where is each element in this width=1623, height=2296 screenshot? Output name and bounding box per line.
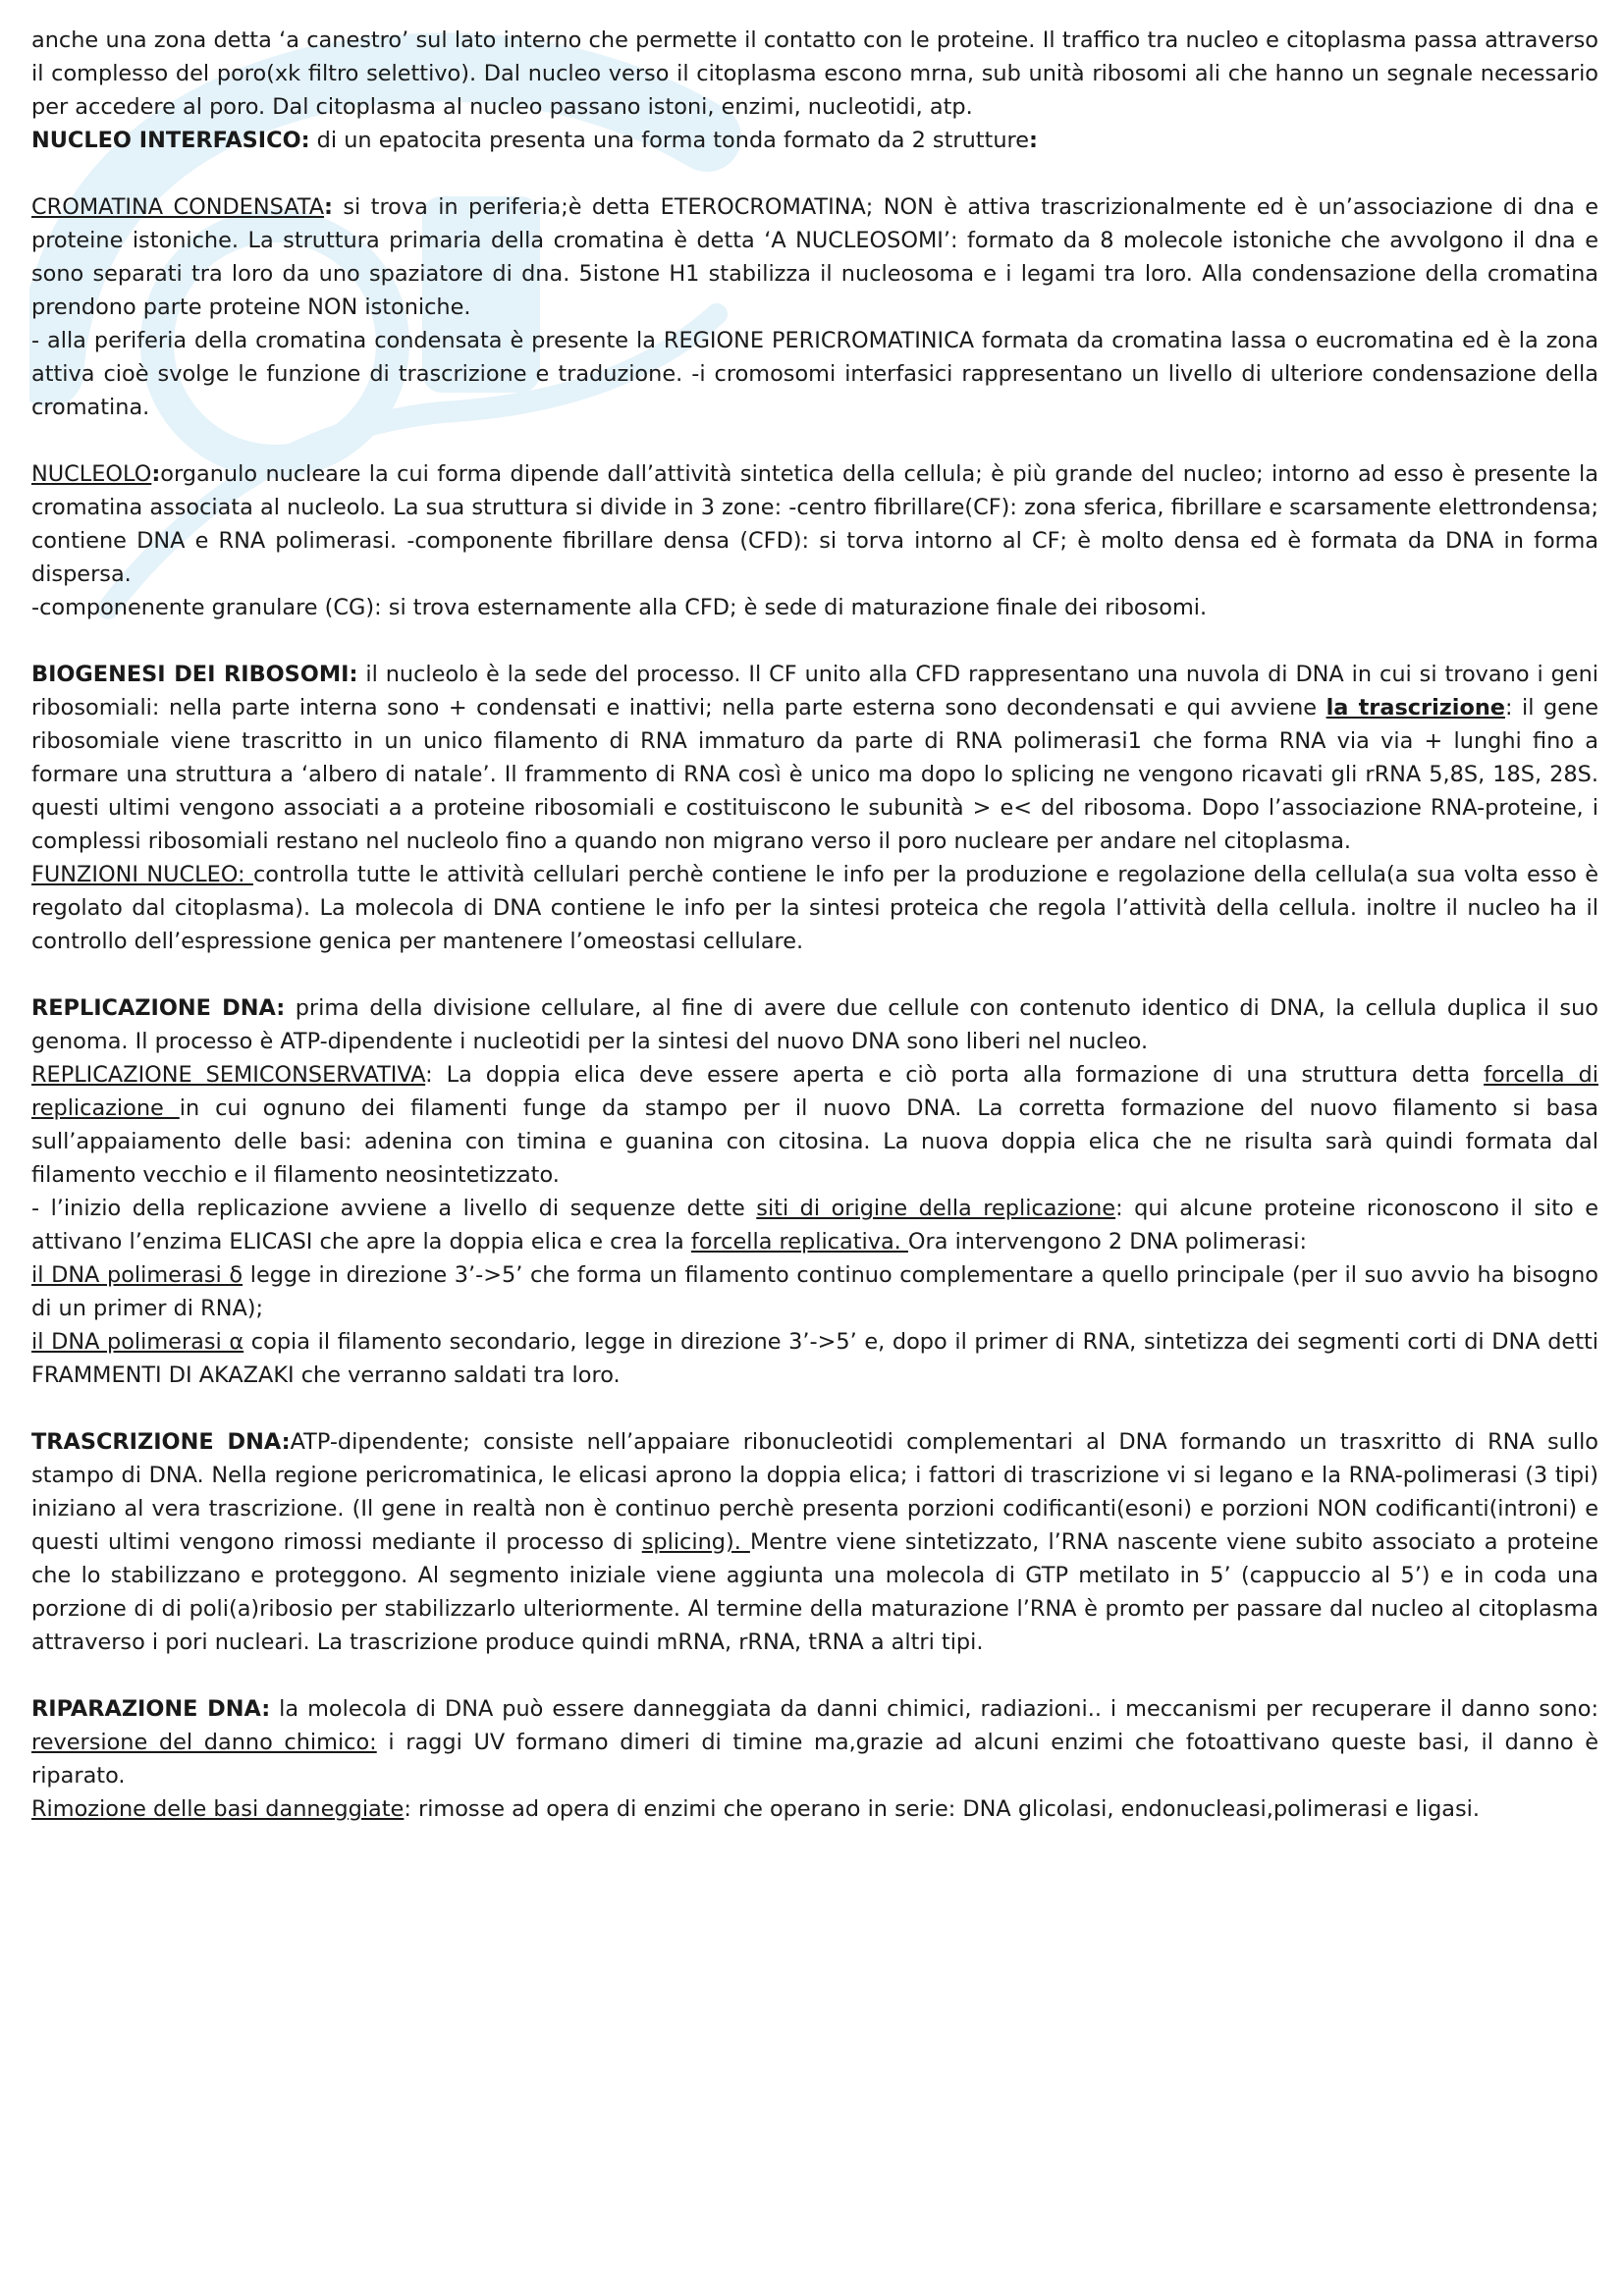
paragraph-intro <box>31 24 1598 124</box>
paragraph-rimozione-basi <box>31 1792 1598 1826</box>
cromatina-text: si trova in periferia;è detta ETEROCROMATINA; NON è attiva trascrizionalmente ed è un’associazione di dna e proteine istoniche. La struttura primaria della cromatina è detta ‘A NUCLEOSOMI’: formato da 8 molecole istoniche che avvolgono il dna e sono separati tra loro da uno spaziatore di dna. 5istone H1 stabilizza il nucleosoma e i legami tra loro. Alla condensazione della cromatina prendono parte proteine NON istoniche. <box>31 194 1598 320</box>
rimozione-text: : rimosse ad opera di enzimi che operano in serie: DNA glicolasi, endonucleasi,polimerasi e ligasi. <box>404 1796 1481 1822</box>
spacer <box>31 157 1598 190</box>
intro-text: anche una zona detta ‘a canestro’ sul lato interno che permette il contatto con le proteine. Il traffico tra nucleo e citoplasma passa attraverso il complesso del poro(xk filtro selettivo). Dal nucleo verso il citoplasma escono mrna, sub unità ribosomi ali che hanno un segnale necessario per accedere al poro. Dal citoplasma al nucleo passano istoni, enzimi, nucleotidi, atp. <box>31 27 1598 120</box>
paragraph-nucleolo <box>31 457 1598 591</box>
heading-replicazione-dna: REPLICAZIONE DNA: <box>31 995 286 1021</box>
riparazione-text-a: la molecola di DNA può essere danneggiata da danni chimici, radiazioni.. i meccanismi per recuperare il danno sono: <box>270 1696 1598 1722</box>
paragraph-trascrizione <box>31 1425 1598 1659</box>
label-splicing: splicing). <box>641 1529 750 1555</box>
inizio-text-c: Ora intervengono 2 DNA polimerasi: <box>907 1229 1307 1255</box>
replicazione-text: prima della divisione cellulare, al fine di avere due cellule con contenuto identico di DNA, la cellula duplica il suo genoma. Il processo è ATP-dipendente i nucleotidi per la sintesi del nuovo DNA sono liberi nel nucleo. <box>31 995 1598 1054</box>
label-cromatina-condensata: CROMATINA CONDENSATA <box>31 194 325 220</box>
biogenesi-text-b: : il gene ribosomiale viene trascritto in un unico filamento di RNA immaturo da parte di RNA polimerasi1 che forma RNA via via + lunghi fino a formare una struttura a ‘albero di natale’. Il frammento di RNA così è unico ma dopo lo splicing ne vengono ricavati gli rRNA 5,8S, 18S, 28S. questi ultimi vengono associati a a proteine ribosomiali e costituiscono le subunità > e< del ribosoma. Dopo l’associazione RNA-proteine, i complessi ribosomiali restano nel nucleolo fino a quando non migrano verso il poro nucleare per andare nel citoplasma. <box>31 695 1598 854</box>
paragraph-cromatina <box>31 190 1598 324</box>
biogenesi-emph-trascrizione: la trascrizione <box>1325 695 1505 721</box>
inizio-text-a: - l’inizio della replicazione avviene a livello di sequenze dette <box>31 1196 757 1221</box>
label-funzioni-nucleo: FUNZIONI NUCLEO: <box>31 862 253 887</box>
inizio-text-b: : qui alcune proteine riconoscono il sito e attivano l’enzima ELICASI che apre la doppia elica e crea la <box>31 1196 1598 1255</box>
paragraph-replicazione <box>31 991 1598 1058</box>
paragraph-cromatina-periferia <box>31 324 1598 424</box>
biogenesi-text-a: il nucleolo è la sede del processo. Il CF unito alla CFD rappresentano una nuvola di DNA in cui si trovano i geni ribosomiali: nella parte interna sono + condensati e inattivi; nella parte esterna sono decondensati e qui avviene <box>31 662 1598 721</box>
polimerasi-delta-text: legge in direzione 3’->5’ che forma un filamento continuo complementare a quello principale (per il suo avvio ha bisogno di un primer di RNA); <box>31 1262 1598 1321</box>
heading-nucleo-interfasico: NUCLEO INTERFASICO: <box>31 128 310 153</box>
funzioni-text: controlla tutte le attività cellulari perchè contiene le info per la produzione e regolazione della cellula(a sua volta esso è regolato dal citoplasma). La molecola di DNA contiene le info per la sintesi proteica che regola l’attività della cellula. inoltre il nucleo ha il controllo dell’espressione genica per mantenere l’omeostasi cellulare. <box>31 862 1598 954</box>
cromatina-colon: : <box>324 194 334 220</box>
paragraph-nucleolo-cg <box>31 591 1598 624</box>
spacer <box>31 424 1598 457</box>
spacer <box>31 958 1598 991</box>
label-reversione-danno-chimico: reversione del danno chimico: <box>31 1730 377 1755</box>
spacer <box>31 624 1598 658</box>
label-nucleolo: NUCLEOLO <box>31 461 152 487</box>
trascrizione-text-a: ATP-dipendente; consiste nell’appaiare ribonucleotidi complementari al DNA formando un trasxritto di RNA sullo stampo di DNA. Nella regione pericromatinica, le elicasi aprono la doppia elica; i fattori di trascrizione vi si legano e la RNA-polimerasi (3 tipi) iniziano al vera trascrizione. (Il gene in realtà non è continuo perchè presenta porzioni codificanti(esoni) e porzioni NON codificanti(introni) e questi ultimi vengono rimossi mediante il processo di <box>31 1429 1598 1555</box>
nucleo-interfasico-colon: : <box>1029 128 1038 153</box>
heading-riparazione-dna: RIPARAZIONE DNA: <box>31 1696 271 1722</box>
nucleolo-text: organulo nucleare la cui forma dipende dall’attività sintetica della cellula; è più grande del nucleo; intorno ad esso è presente la cromatina associata al nucleolo. La sua struttura si divide in 3 zone: -centro fibrillare(CF): zona sferica, fibrillare e scarsamente elettrondensa; contiene DNA e RNA polimerasi. -componente fibrillare densa (CFD): si torva intorno al CF; è molto densa ed è formata da DNA in forma dispersa. <box>31 461 1598 587</box>
spacer <box>31 1392 1598 1425</box>
nucleo-interfasico-text: di un epatocita presenta una forma tonda formato da 2 strutture <box>309 128 1030 153</box>
document-page <box>31 24 1598 1826</box>
heading-trascrizione-dna: TRASCRIZIONE DNA: <box>31 1429 291 1455</box>
paragraph-inizio-replicazione <box>31 1192 1598 1258</box>
paragraph-riparazione <box>31 1692 1598 1792</box>
label-dna-polimerasi-delta: il DNA polimerasi δ <box>31 1262 243 1288</box>
trascrizione-text-b: Mentre viene sintetizzato, l’RNA nascente viene subito associato a proteine che lo stabilizzano e proteggono. Al segmento iniziale viene aggiunta una molecola di GTP metilato in 5’ (cappuccio al 5’) e in coda una porzione di di poli(a)ribosio per stabilizzarlo ulteriormente. Al termine della maturazione l’RNA è promto per passare dal nucleo al citoplasma attraverso i pori nucleari. La trascrizione produce quindi mRNA, rRNA, tRNA a altri tipi. <box>31 1529 1598 1655</box>
label-forcella-replicativa: forcella replicativa. <box>690 1229 908 1255</box>
paragraph-nucleo-interfasico <box>31 124 1598 157</box>
label-rimozione-basi-danneggiate: Rimozione delle basi danneggiate <box>31 1796 405 1822</box>
nucleolo-colon: : <box>151 461 161 487</box>
paragraph-biogenesi <box>31 658 1598 858</box>
paragraph-funzioni <box>31 858 1598 958</box>
paragraph-polimerasi-alpha <box>31 1325 1598 1392</box>
label-dna-polimerasi-alpha: il DNA polimerasi α <box>31 1329 244 1355</box>
cromatina-text-2: - alla periferia della cromatina condensata è presente la REGIONE PERICROMATINICA formata da cromatina lassa o eucromatina ed è la zona attiva cioè svolge le funzione di trascrizione e traduzione. -i cromosomi interfasici rappresentano un livello di ulteriore condensazione della cromatina. <box>31 328 1598 420</box>
nucleolo-text-2: -componenente granulare (CG): si trova esternamente alla CFD; è sede di maturazione finale dei ribosomi. <box>31 595 1208 620</box>
paragraph-polimerasi-delta <box>31 1258 1598 1325</box>
label-siti-di-origine: siti di origine della replicazione <box>756 1196 1116 1221</box>
heading-biogenesi-ribosomi: BIOGENESI DEI RIBOSOMI: <box>31 662 358 687</box>
label-replicazione-semiconservativa: REPLICAZIONE SEMICONSERVATIVA <box>31 1062 426 1088</box>
semiconservativa-text-a: : La doppia elica deve essere aperta e ciò porta alla formazione di una struttura detta <box>425 1062 1485 1088</box>
spacer <box>31 1659 1598 1692</box>
semiconservativa-text-b: in cui ognuno dei filamenti funge da stampo per il nuovo DNA. La corretta formazione del nuovo filamento si basa sull’appaiamento delle basi: adenina con timina e guanina con citosina. La nuova doppia elica che ne risulta sarà quindi formata dal filamento vecchio e il filamento neosintetizzato. <box>31 1095 1598 1188</box>
polimerasi-alpha-text: copia il filamento secondario, legge in direzione 3’->5’ e, dopo il primer di RNA, sintetizza dei segmenti corti di DNA detti FRAMMENTI DI AKAZAKI che verranno saldati tra loro. <box>31 1329 1598 1388</box>
label-forcella-di-replicazione: forcella di replicazione <box>31 1062 1598 1121</box>
riparazione-text-b: i raggi UV formano dimeri di timine ma,grazie ad alcuni enzimi che fotoattivano queste basi, il danno è riparato. <box>31 1730 1599 1789</box>
paragraph-semiconservativa <box>31 1058 1598 1192</box>
